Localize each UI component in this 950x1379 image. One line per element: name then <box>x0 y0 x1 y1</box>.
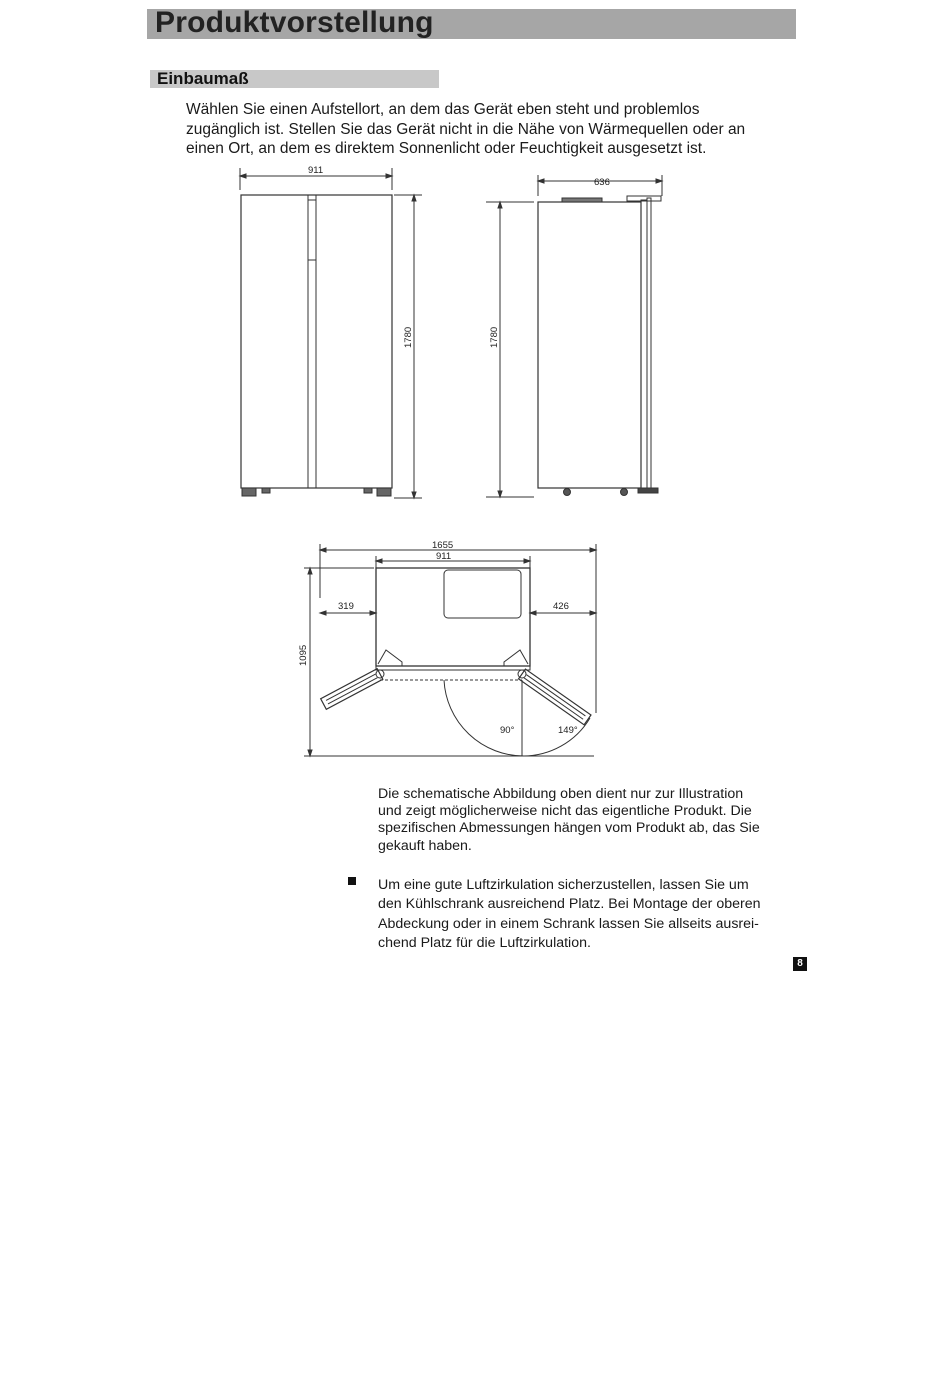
intro-line: einen Ort, an dem es direktem Sonnenlicht oder Feuchtigkeit ausgesetzt ist. <box>186 140 707 157</box>
front-view-diagram <box>232 160 432 505</box>
front-height-label: 1780 <box>403 326 414 348</box>
note-line: spezifischen Abmessungen hängen vom Produkt ab, das Sie <box>378 820 760 837</box>
top-total-width-label: 1655 <box>432 540 454 551</box>
side-height-label: 1780 <box>489 326 500 348</box>
page-number: 8 <box>793 957 807 971</box>
bullet-line: den Kühlschrank ausreichend Platz. Bei Montage der oberen <box>378 896 761 913</box>
intro-paragraph <box>186 100 786 159</box>
note-paragraph <box>378 786 788 855</box>
section-title-bar <box>150 70 439 88</box>
top-left-clearance-label: 319 <box>338 601 354 612</box>
note-line: gekauft haben. <box>378 837 472 854</box>
top-view-diagram <box>294 538 614 763</box>
bullet-line: Abdeckung oder in einem Schrank lassen Sie allseits ausrei- <box>378 915 759 932</box>
page-title-bar <box>147 6 796 39</box>
note-line: Die schematische Abbildung oben dient nur zur Illustration <box>378 786 744 802</box>
intro-line: zugänglich ist. Stellen Sie das Gerät nicht in die Nähe von Wärmequellen oder an <box>186 120 746 138</box>
front-width-label: 911 <box>308 165 324 176</box>
side-depth-label: 636 <box>594 177 610 188</box>
top-body-width-label: 911 <box>436 551 452 562</box>
bullet-square-icon <box>348 877 356 885</box>
side-view-diagram <box>484 170 674 505</box>
top-right-clearance-label: 426 <box>553 601 569 612</box>
top-angle-left-label: 90° <box>500 725 515 736</box>
section-title: Einbaumaß <box>157 69 249 88</box>
intro-line: Wählen Sie einen Aufstellort, an dem das Gerät eben steht und problemlos <box>186 101 700 118</box>
bullet-line: chend Platz für die Luftzirkulation. <box>378 935 591 952</box>
top-depth-label: 1095 <box>298 644 309 666</box>
note-line: und zeigt möglicherweise nicht das eigentliche Produkt. Die <box>378 803 752 820</box>
bullet-line: Um eine gute Luftzirkulation sicherzustellen, lassen Sie um <box>378 877 749 893</box>
bullet-paragraph <box>378 876 788 954</box>
page-title: Produktvorstellung <box>155 6 434 39</box>
top-angle-right-label: 149° <box>558 725 578 736</box>
